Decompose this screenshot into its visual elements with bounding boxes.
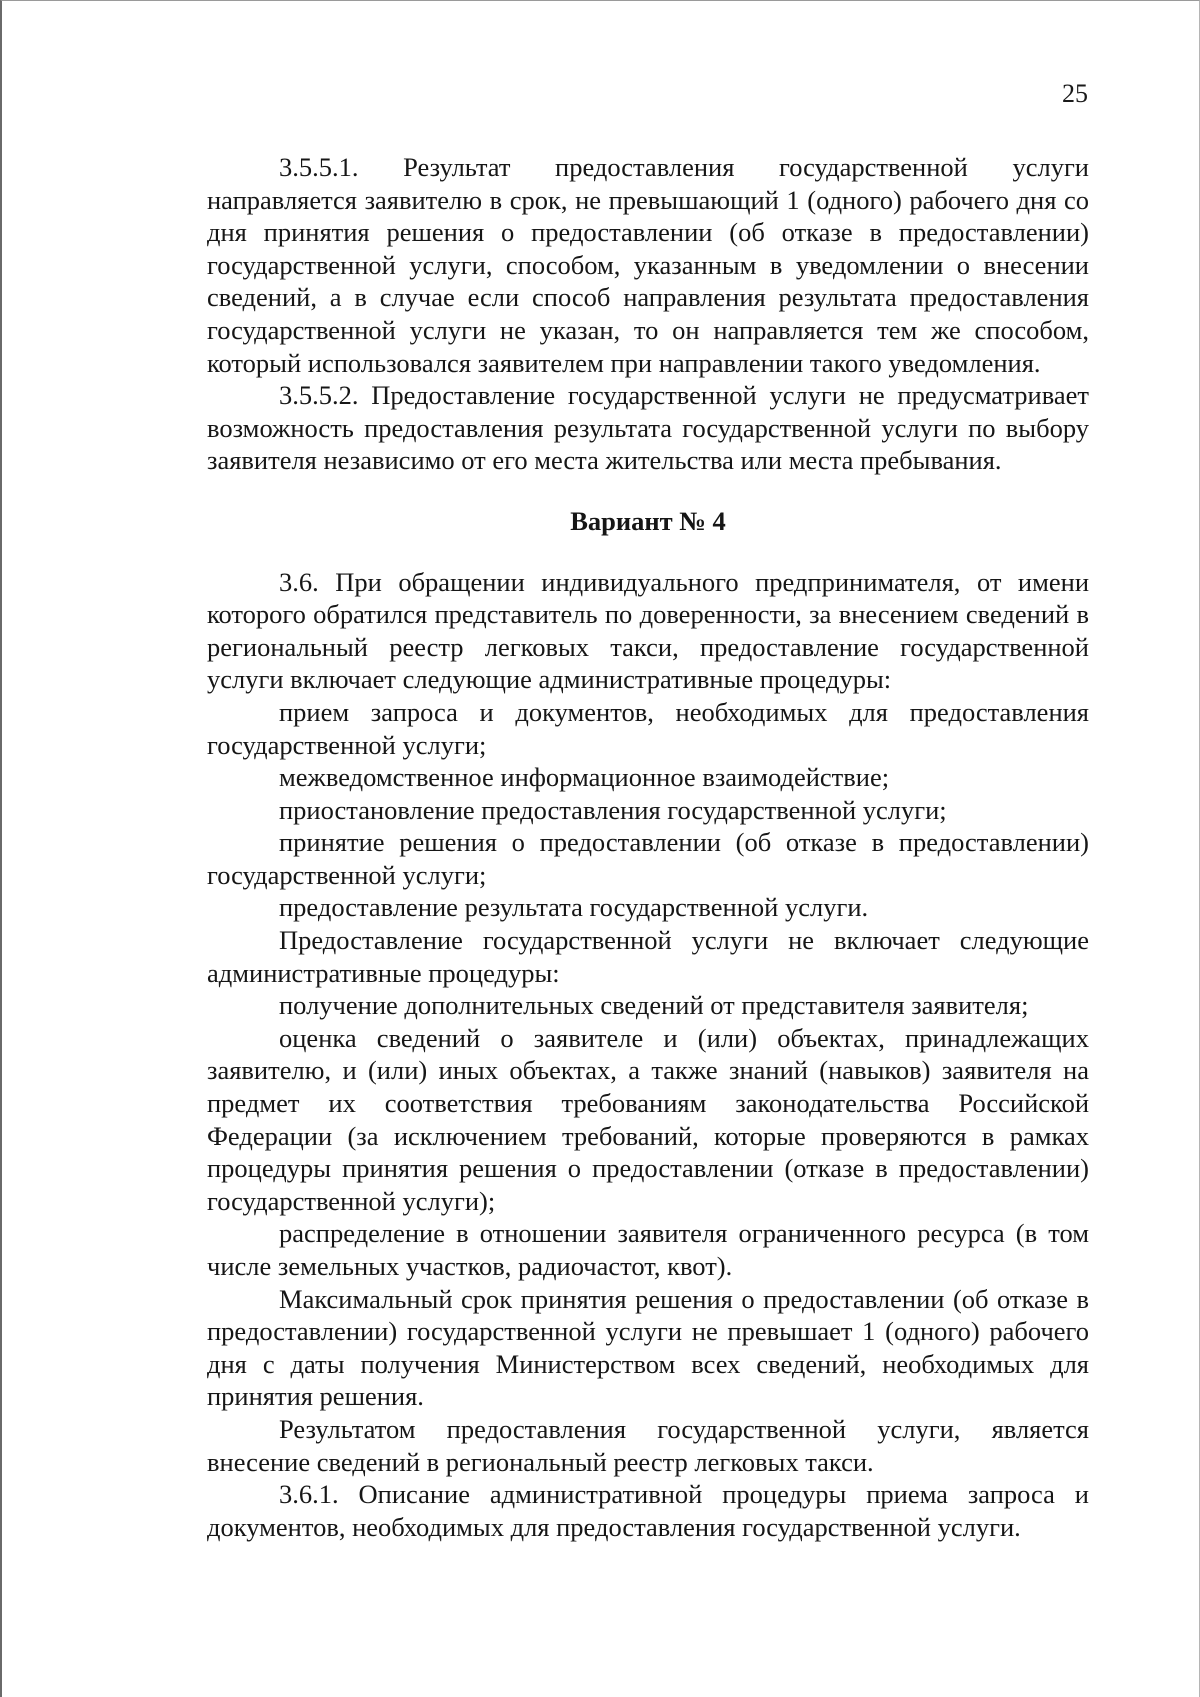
list-item-procedure: приостановление предоставления государственной услуги; <box>279 794 947 825</box>
list-item-procedure: предоставление результата государственной услуги. <box>279 892 869 923</box>
paragraph-3-5-5-1: 3.5.5.1. Результат предоставления государственной услуги направляется заявителю в срок, не превышающий 1 (одного) рабочего дня со дня принятия решения о предоставлении (об отказе в предоставлении) государственной услуги, способом, указанным в уведомлении о внесении сведений, а в случае если способ направления результата предоставления государственной услуги не указан, то он направляется тем же способом, который использовался заявителем при направлении такого уведомления. <box>207 152 1089 378</box>
list-item-procedure: прием запроса и документов, необходимых для предоставления государственной услуги; <box>207 696 1089 760</box>
list-item-excluded: распределение в отношении заявителя ограниченного ресурса (в том числе земельных участков, радиочастот, квот). <box>207 1218 1089 1281</box>
paragraph-result: Результатом предоставления государственной услуги, является внесение сведений в региональный реестр легковых такси. <box>207 1413 1089 1477</box>
paragraph-3-6-1: 3.6.1. Описание административной процедуры приема запроса и документов, необходимых для предоставления государственной услуги. <box>207 1479 1089 1542</box>
list-item-excluded: оценка сведений о заявителе и (или) объектах, принадлежащих заявителю, и (или) иных объектах, а также знаний (навыков) заявителя на предмет их соответствия требованиям законодательства Российской Федерации (за исключением требований, которые проверяются в рамках процедуры принятия решения о предоставлении (отказе в предоставлении) государственной услуги); <box>207 1022 1089 1216</box>
list-item-excluded: получение дополнительных сведений от представителя заявителя; <box>279 990 1029 1021</box>
document-body <box>207 151 1089 1543</box>
list-item-procedure: межведомственное информационное взаимодействие; <box>279 762 890 793</box>
section-heading: Вариант № 4 <box>570 505 726 536</box>
paragraph-max-term: Максимальный срок принятия решения о предоставлении (об отказе в предоставлении) государственной услуги не превышает 1 (одного) рабочего дня с даты получения Министерством всех сведений, необходимых для принятия решения. <box>207 1283 1089 1412</box>
list-item-procedure: принятие решения о предоставлении (об отказе в предоставлении) государственной услуги; <box>207 827 1089 890</box>
paragraph-excluded-procedures: Предоставление государственной услуги не включает следующие административные процедуры: <box>207 925 1089 988</box>
paragraph-3-6: 3.6. При обращении индивидуального предпринимателя, от имени которого обратился представитель по доверенности, за внесением сведений в региональный реестр легковых такси, предоставление государственной услуги включает следующие административные процедуры: <box>207 566 1089 695</box>
paragraph-3-5-5-2: 3.5.5.2. Предоставление государственной услуги не предусматривает возможность предоставления результата государственной услуги по выбору заявителя независимо от его места жительства или места пребывания. <box>207 380 1089 476</box>
page-number: 25 <box>1062 79 1088 108</box>
